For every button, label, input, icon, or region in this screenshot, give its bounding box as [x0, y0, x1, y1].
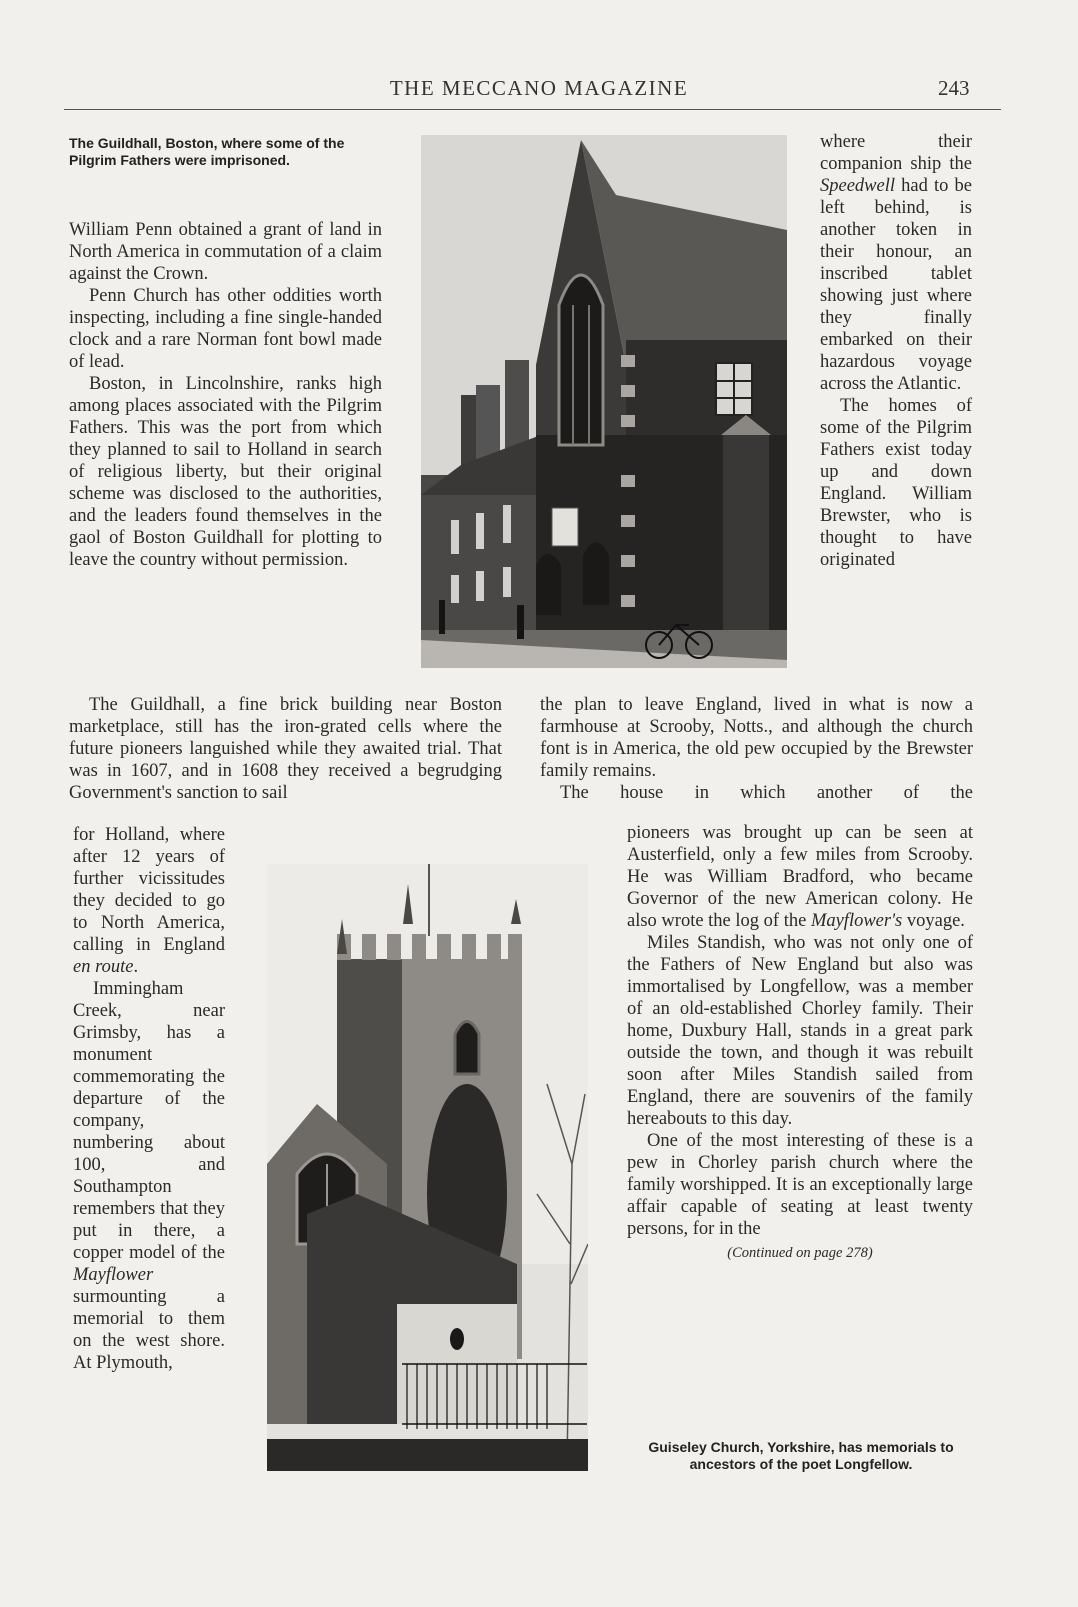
paragraph-scrooby: the plan to leave England, lived in what is now a farmhouse at Scrooby, Notts., and although the church font is in America, the old pew occupied by the Brewster family remains.	[540, 695, 973, 781]
paragraph-standish: Miles Standish, who was not only one of the Fathers of New England but also was immortalised by Longfellow, was a member of an old-established Chorley family. Their home, Duxbury Hall, stands in a great park outside the town, and though it was rebuilt soon after Miles Standish sailed from England, there are souvenirs of the family hereabouts to this day.	[627, 933, 973, 1129]
page-number: 243	[938, 76, 970, 100]
en-route: en route	[73, 957, 134, 977]
guildhall-paragraph-block	[69, 694, 502, 804]
paragraph-guildhall: The Guildhall, a fine brick building near Boston marketplace, still has the iron-grated cells where the future pioneers languished while they awaited trial. That was in 1607, and in 1608 they received a begrudging Government's sanction to sail	[69, 695, 502, 803]
paragraph-penn-grant: William Penn obtained a grant of land in North America in commutation of a claim against the Crown.	[69, 220, 382, 284]
holland-text-b: .	[133, 957, 139, 977]
left-column	[69, 219, 382, 571]
paragraph-austerfield	[627, 822, 973, 932]
paragraph-immingham	[73, 978, 225, 1374]
paragraph-house-intro: The house in which another of the	[560, 783, 973, 803]
holland-text-a: for Holland, where after 12 years of further vicissitudes they decided to go to North America, calling in England	[73, 825, 225, 955]
speedwell-name: Speedwell	[820, 176, 896, 196]
immingham-text-b: surmounting a memorial to them on the west shore. At Plymouth,	[73, 1287, 225, 1373]
mayflower-name: Mayflower	[73, 1265, 154, 1285]
continued-note: (Continued on page 278)	[727, 1245, 873, 1261]
guildhall-caption: The Guildhall, Boston, where some of the Pilgrim Fathers were imprisoned.	[69, 135, 345, 168]
speedwell-text-b: had to be left behind, is another token in their honour, an inscribed tablet showing just where they finally embarked on their hazardous voyage across the Atlantic.	[820, 176, 972, 394]
paragraph-speedwell	[820, 131, 972, 395]
speedwell-text-a: where their companion ship the	[820, 132, 972, 174]
middle-continuation	[540, 694, 973, 804]
paragraph-penn-church: Penn Church has other oddities worth inspecting, including a fine single-handed clock and a rare Norman font bowl made of lead.	[69, 286, 382, 372]
guildhall-photo	[421, 135, 787, 668]
magazine-title: THE MECCANO MAGAZINE	[389, 76, 689, 100]
mayflowers-name: Mayflower's	[810, 911, 903, 931]
paragraph-boston: Boston, in Lincolnshire, ranks high among places associated with the Pilgrim Fathers. This was the port from which they planned to sail to Holland in search of religious liberty, but their original scheme was disclosed to the authorities, and the leaders found themselves in the gaol of Boston Guildhall for plotting to leave the country without permission.	[69, 374, 382, 570]
narrow-left-column	[73, 824, 225, 1374]
church-caption: Guiseley Church, Yorkshire, has memorials to ancestors of the poet Longfellow.	[648, 1439, 954, 1472]
paragraph-holland	[73, 824, 225, 978]
header-rule	[64, 109, 1001, 110]
right-column-bottom	[627, 822, 973, 1264]
paragraph-chorley-pew: One of the most interesting of these is a pew in Chorley parish church where the family worshipped. It is an exceptionally large affair capable of seating at least twenty persons, for in the	[627, 1131, 973, 1239]
guildhall-illustration	[421, 135, 787, 668]
austerfield-text-b: voyage.	[902, 911, 965, 931]
immingham-text-a: Immingham Creek, near Grimsby, has a monument commemorating the departure of the company, numbering about 100, and Southampton remembers that they put in there, a copper model of the	[73, 979, 225, 1263]
austerfield-text-a: pioneers was brought up can be seen at Austerfield, only a few miles from Scrooby. He was William Bradford, who became Governor of the new American colony. He also wrote the log of the	[627, 823, 973, 931]
church-illustration	[267, 864, 588, 1471]
right-column-top	[820, 131, 972, 571]
church-photo	[267, 864, 588, 1471]
paragraph-homes: The homes of some of the Pilgrim Fathers exist today up and down England. William Brewster, who is thought to have originated	[820, 396, 972, 570]
